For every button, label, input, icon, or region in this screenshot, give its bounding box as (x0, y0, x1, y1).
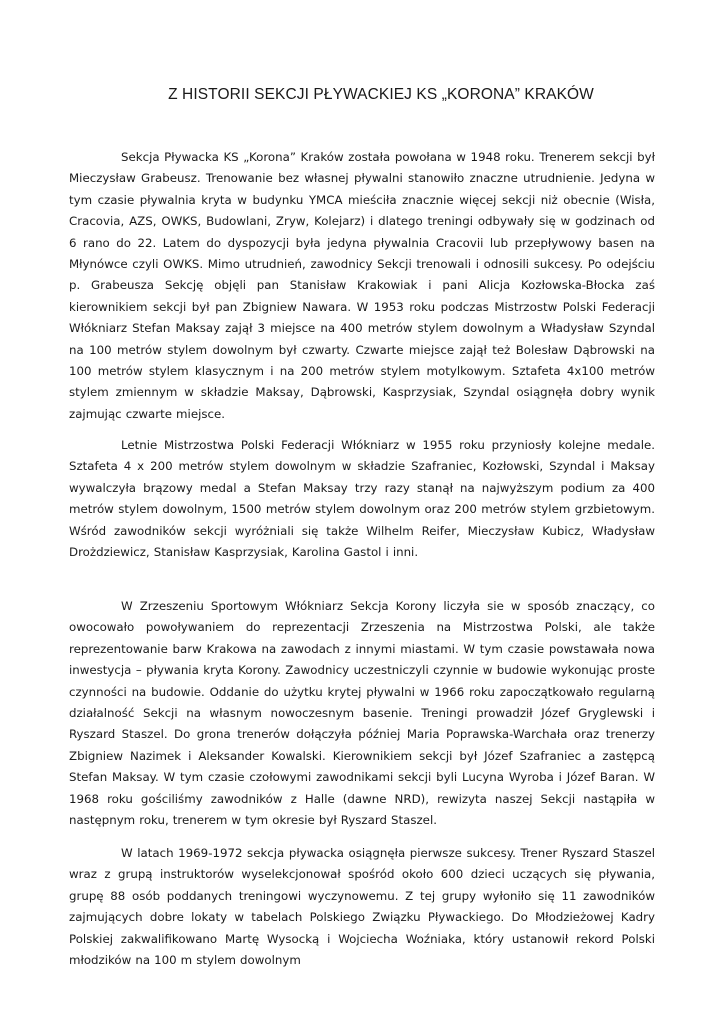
page-title: Z HISTORII SEKCJI PŁYWACKIEJ KS „KORONA” KRAKÓW (168, 86, 594, 103)
paragraph: Sekcja Pływacka KS „Korona” Kraków została powołana w 1948 roku. Trenerem sekcji był Mieczysław Grabeusz. Trenowanie bez własnej pływalni stanowiło znaczne utrudnienie. Jedyna w tym czasie pływalnia kryta w budynku YMCA mieściła znacznie więcej sekcji niż obecnie (Wisła, Cracovia, AZS, OWKS, Budowlani, Zryw, Kolejarz) i dlatego treningi odbywały się w godzinach od 6 rano do 22. Latem do dyspozycji była jedyna pływalnia Cracovii lub przepływowy basen na Młynówce czyli OWKS. Mimo utrudnień, zawodnicy Sekcji trenowali i odnosili sukcesy. Po odejściu p. Grabeusza Sekcję objęli pan Stanisław Krakowiak i pani Alicja Kozłowska-Błocka zaś kierownikiem sekcji był pan Zbigniew Nawara. W 1953 roku podczas Mistrzostw Polski Federacji Włókniarz Stefan Maksay zajął 3 miejsce na 400 metrów stylem dowolnym a Władysław Szyndal na 100 metrów stylem dowolnym był czwarty. Czwarte miejsce zajął też Bolesław Dąbrowski na 100 metrów stylem klasycznym i na 200 metrów stylem motylkowym. Sztafeta 4x100 metrów stylem zmiennym w składzie Maksay, Dąbrowski, Kasprzysiak, Szyndal osiągnęła dobry wynik zajmując czwarte miejsce. (69, 150, 655, 421)
paragraph: W Zrzeszeniu Sportowym Włókniarz Sekcja Korony liczyła sie w sposób znaczący, co owocowało powoływaniem do reprezentacji Zrzeszenia na Mistrzostwa Polski, ale także reprezentowanie barw Krakowa na zawodach z innymi miastami. W tym czasie powstawała nowa inwestycja – pływania kryta Korony. Zawodnicy uczestniczyli czynnie w budowie wykonując proste czynności na budowie. Oddanie do użytku krytej pływalni w 1966 roku zapoczątkowało regularną działalność Sekcji na własnym nowoczesnym basenie. Treningi prowadził Józef Gryglewski i Ryszard Staszel. Do grona trenerów dołączyła później Maria Poprawska-Warchała oraz trenerzy Zbigniew Nazimek i Aleksander Kowalski. Kierownikiem sekcji był Józef Szafraniec a zastępcą Stefan Maksay. W tym czasie czołowymi zawodnikami sekcji byli Lucyna Wyroba i Józef Baran. W 1968 roku gościliśmy zawodników z Halle (dawne NRD), rewizyta naszej Sekcji nastąpiła w następnym roku, trenerem w tym okresie był Ryszard Staszel. (69, 599, 655, 828)
paragraph: W latach 1969-1972 sekcja pływacka osiągnęła pierwsze sukcesy. Trener Ryszard Staszel wraz z grupą instruktorów wyselekcjonował spośród około 600 dzieci uczących się pływania, grupę 88 osób poddanych treningowi wyczynowemu. Z tej grupy wyłoniło się 11 zawodników zajmujących dobre lokaty w tabelach Polskiego Związku Pływackiego. Do Młodzieżowej Kadry Polskiej zakwalifikowano Martę Wysocką i Wojciecha Woźniaka, który ustanowił rekord Polski młodzików na 100 m stylem dowolnym (69, 846, 655, 968)
paragraph: Letnie Mistrzostwa Polski Federacji Włókniarz w 1955 roku przyniosły kolejne medale. Sztafeta 4 x 200 metrów stylem dowolnym w składzie Szafraniec, Kozłowski, Szyndal i Maksay wywalczyła brązowy medal a Stefan Maksay trzy razy stanął na najwyższym podium za 400 metrów stylem dowolnym, 1500 metrów stylem dowolnym oraz 200 metrów stylem grzbietowym. Wśród zawodników sekcji wyróżniali się także Wilhelm Reifer, Mieczysław Kubicz, Władysław Drożdziewicz, Stanisław Kasprzysiak, Karolina Gastol i inni. (69, 438, 655, 560)
